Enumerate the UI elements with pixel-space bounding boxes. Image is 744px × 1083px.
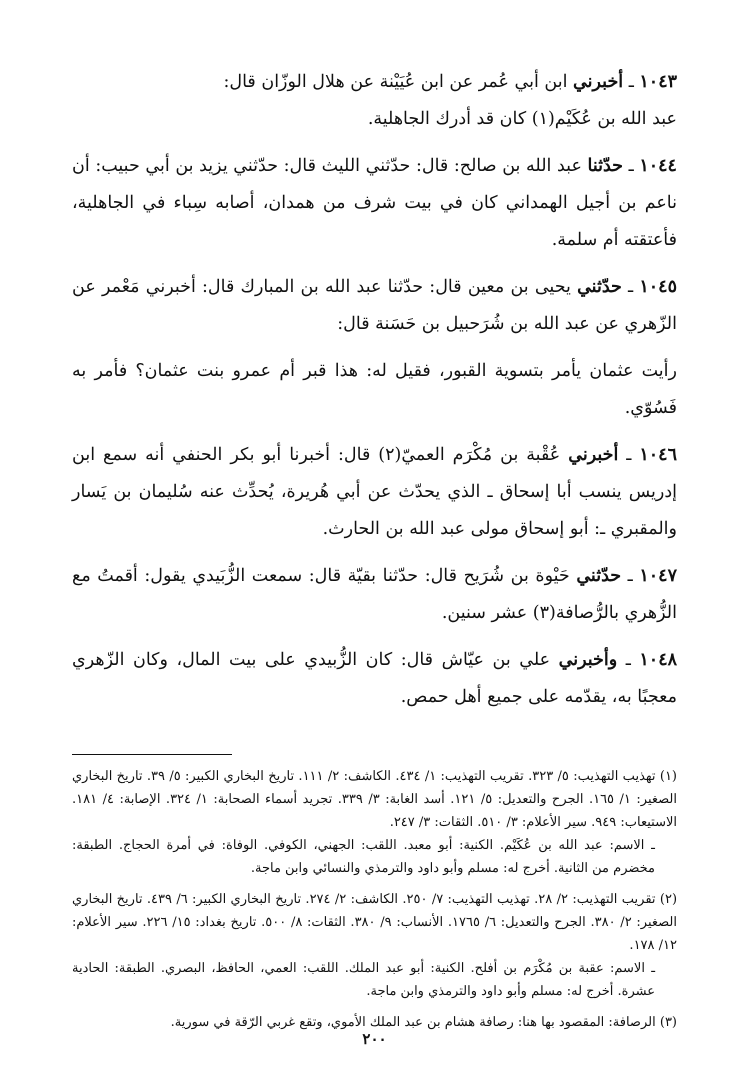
entry-1046: ١٠٤٦ ـ أخبرني عُقْبة بن مُكْرَم العميّ(٢) قال: أخبرنا أبو بكر الحنفي أنه سمع ابن إدريس ينسب أبا إسحاق ـ الذي يحدّث عن أبي هُريرة، يُحدِّث عنه سُليمان بن يَسار والمقبري ـ: أبو إسحاق مولى عبد الله بن الحارث.	[72, 445, 677, 539]
page-number: ٢٠٠	[362, 1030, 387, 1048]
footnote-2: (٢) تقريب التهذيب: ٢/ ٢٨. تهذيب التهذيب: ٧/ ٢٥٠. الكاشف: ٢/ ٢٧٤. تاريخ البخاري الكبير: ٦/ ٤٣٩. تاريخ البخاري الصغير: ٢/ ٣٨٠. الجرح والتعديل: ٦/ ١٧٦٥. الأنساب: ٩/ ٣٨٠. الثقات: ٨/ ٥٠٠. تاريخ بغداد: ١٥/ ٢٢٦. سير الأعلام: ١٢/ ١٧٨.	[72, 892, 678, 953]
entry-keyword: حدّثني	[576, 566, 622, 586]
footnotes	[72, 765, 677, 1034]
entry-number: ١٠٤٦	[639, 445, 677, 465]
book-page	[72, 64, 677, 1054]
entry-text: حَيْوة بن شُرَيح قال: حدّثنا بقيّة قال: سمعت الزُّبَيدي يقول: أقمتُ مع الزُّهري بالرُّصافة(٣) عشر سنين.	[72, 566, 677, 623]
footnote-2-biography: ـ الاسم: عقبة بن مُكْرَم بن أفلح. الكنية: أبو عبد الملك. اللقب: العمي، الحافظ، البصري. الطبقة: الحادية عشرة. أخرج له: مسلم وأبو داود والترمذي وابن ماجة.	[72, 961, 655, 999]
entry-text: ابن أبي عُمر عن ابن عُيَيْنة عن هلال الوزّان قال:	[223, 72, 568, 92]
entry-text: عُقْبة بن مُكْرَم العميّ(٢) قال: أخبرنا أبو بكر الحنفي أنه سمع ابن إدريس ينسب أبا إسحاق ـ الذي يحدّث عن أبي هُريرة، يُحدِّث عنه سُليمان بن يَسار والمقبري ـ: أبو إسحاق مولى عبد الله بن الحارث.	[72, 445, 677, 539]
footnote-1: (١) تهذيب التهذيب: ٥/ ٣٢٣. تقريب التهذيب: ١/ ٤٣٤. الكاشف: ٢/ ١١١. تاريخ البخاري الكبير: ٥/ ٣٩. تاريخ البخاري الصغير: ١/ ١٦٥. الجرح والتعديل: ٥/ ١٢١. أسد الغابة: ٣/ ٣٣٩. تجريد أسماء الصحابة: ١/ ٣٢٤. الإصابة: ٤/ ١٨١. الاستيعاب: ٩٤٩. سير الأعلام: ٣/ ٥١٠. الثقات: ٣/ ٢٤٧.	[72, 769, 677, 830]
footnote-divider	[72, 754, 232, 755]
entry-keyword: أخبرني	[573, 72, 624, 92]
entry-keyword: حدّثنا	[587, 156, 624, 176]
entry-number: ١٠٤٤	[639, 156, 677, 176]
footnote-3: (٣) الرصافة: المقصود بها هنا: رصافة هشام بن عبد الملك الأموي، وتقع غربي الرّقة في سورية.	[170, 1015, 677, 1030]
entry-text: علي بن عيّاش قال: كان الزُّبيدي على بيت المال، وكان الزّهري معجبًا به، يقدّمه على جميع أهل حمص.	[72, 650, 677, 707]
entry-1043: ١٠٤٣ ـ أخبرني ابن أبي عُمر عن ابن عُيَيْنة عن هلال الوزّان قال:	[223, 72, 677, 92]
footnote-1-biography: ـ الاسم: عبد الله بن عُكَيْم. الكنية: أبو معبد. اللقب: الجهني، الكوفي. الوفاة: في أمرة الحجاج. الطبقة: مخضرم من الثانية. أخرج له: مسلم وأبو داود والترمذي والنسائي وابن ماجة.	[72, 838, 655, 876]
entry-keyword: وأخبرني	[558, 650, 618, 670]
entry-text-continued: عبد الله بن عُكَيْم(١) كان قد أدرك الجاهلية.	[367, 109, 677, 129]
entry-keyword: أخبرني	[568, 445, 619, 465]
entry-number: ١٠٤٧	[639, 566, 677, 586]
entry-1047: ١٠٤٧ ـ حدّثني حَيْوة بن شُرَيح قال: حدّثنا بقيّة قال: سمعت الزُّبَيدي يقول: أقمتُ مع الزُّهري بالرُّصافة(٣) عشر سنين.	[72, 566, 677, 623]
entry-1045: ١٠٤٥ ـ حدّثني يحيى بن معين قال: حدّثنا عبد الله بن المبارك قال: أخبرني مَعْمر عن الزّهري عن عبد الله بن شُرَحبيل بن حَسَنة قال:	[72, 277, 677, 334]
entry-keyword: حدّثني	[577, 277, 622, 297]
entry-number: ١٠٤٥	[639, 277, 677, 297]
entry-text-continued: رأيت عثمان يأمر بتسوية القبور، فقيل له: هذا قبر أم عمرو بنت عثمان؟ فأمر به فَسُوّي.	[72, 361, 677, 418]
entry-number: ١٠٤٨	[639, 650, 677, 670]
entry-1044: ١٠٤٤ ـ حدّثنا عبد الله بن صالح: قال: حدّثني الليث قال: حدّثني يزيد بن أبي حبيب: أن ناعم بن أجيل الهمداني كان في بيت شرف من همدان، أصابه سِباء في الجاهلية، فأعتقته أم سلمة.	[72, 156, 677, 250]
entry-1048: ١٠٤٨ ـ وأخبرني علي بن عيّاش قال: كان الزُّبيدي على بيت المال، وكان الزّهري معجبًا به، يقدّمه على جميع أهل حمص.	[72, 650, 677, 707]
main-text	[72, 64, 677, 716]
entry-text: عبد الله بن صالح: قال: حدّثني الليث قال: حدّثني يزيد بن أبي حبيب: أن ناعم بن أجيل الهمداني كان في بيت شرف من همدان، أصابه سِباء في الجاهلية، فأعتقته أم سلمة.	[72, 156, 677, 250]
entry-text: يحيى بن معين قال: حدّثنا عبد الله بن المبارك قال: أخبرني مَعْمر عن الزّهري عن عبد الله بن شُرَحبيل بن حَسَنة قال:	[72, 277, 677, 334]
entry-number: ١٠٤٣	[639, 72, 677, 92]
